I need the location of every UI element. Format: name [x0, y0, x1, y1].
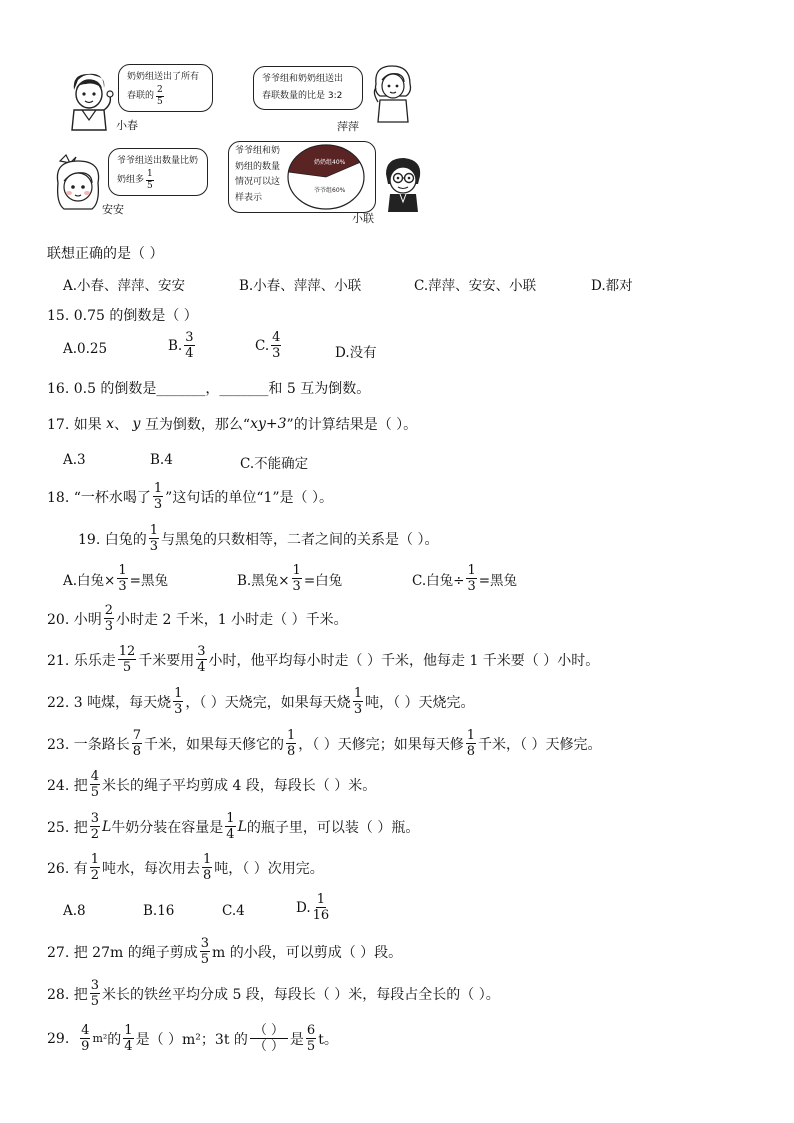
q28-stem: 28. 把 $\frac{3}{5}$ 米长的铁丝平均分成 5 段，每段长（ ）米，每段占全长的（ ）。 — [47, 978, 500, 1009]
xiaolian-text-line1: 爷爷组和奶 — [235, 146, 281, 156]
girl-pingping-illustration — [368, 62, 418, 124]
q17-stem: 17. 如果 x 、 y 互为倒数，那么“ xy+3 ”的计算结果是（ ）。 — [47, 416, 418, 433]
xiaolian-text-line4: 样表示 — [235, 192, 263, 203]
q23-stem: 23. 一条路长 $\frac{7}{8}$ 千米，如果每天修它的 $\frac{1}{8}$ ，（ ）天修完；如果每天修 $\frac{1}{8}$ 千米，（ ）天修完。 — [47, 728, 602, 759]
xiaochun-text-line1: 奶奶组送出了所有 — [127, 72, 200, 82]
q14-option-a: A.小春、萍萍、安安 — [63, 278, 186, 294]
q25-stem: 25. 把 $\frac{3}{2}$ L 牛奶分装在容量是 $\frac{1}{4}$ L 的瓶子里，可以装（ ）瓶。 — [47, 811, 420, 842]
q14-option-c: C.萍萍、安安、小联 — [414, 278, 537, 294]
xiaochun-text-line2: 春联的 — [127, 91, 155, 101]
q15-option-d: D.没有 — [335, 345, 377, 361]
anan-speech-bubble — [108, 148, 208, 196]
xiaolian-name: 小联 — [352, 212, 374, 225]
pie-label-grandma: 奶奶组40% — [314, 159, 346, 166]
girl-anan-illustration — [50, 153, 106, 215]
q26-option-d: D. $\frac{1}{16}$ — [296, 892, 330, 923]
q15-option-a: A.0.25 — [63, 341, 108, 357]
q17-option-a: A.3 — [63, 452, 86, 468]
xiaolian-text-line3: 情况可以这 — [235, 177, 281, 187]
boy-xiaolian-illustration — [376, 154, 428, 216]
q19-option-c: C.白兔÷ $\frac{1}{3}$ =黑兔 — [412, 563, 518, 594]
xiaochun-name: 小春 — [116, 119, 138, 132]
q14-stem: 联想正确的是（ ） — [47, 246, 164, 262]
q24-stem: 24. 把 $\frac{4}{5}$ 米长的绳子平均剪成 4 段，每段长（ ）米。 — [47, 769, 377, 800]
pingping-text-line2: 春联数量的比是 3:2 — [262, 91, 343, 101]
q29-stem: 29. $\frac{4}{9}$ m² 的 $\frac{1}{4}$ 是（ ）m²；3t 的 $\frac{( )}{( )}$ 是 $\frac{6}{5}$ t。 — [47, 1023, 338, 1054]
q26-option-b: B.16 — [143, 903, 175, 919]
q19-stem: 19. 白兔的 $\frac{1}{3}$ 与黑兔的只数相等，二者之间的关系是（ ）。 — [78, 523, 439, 554]
q21-stem: 21. 乐乐走 $\frac{12}{5}$ 千米要用 $\frac{3}{4}$ 小时，他平均每小时走（ ）千米，他每走 1 千米要（ ）小时。 — [47, 644, 600, 675]
pie-label-grandpa: 爷爷组60% — [314, 187, 346, 194]
q17-option-b: B.4 — [150, 452, 173, 468]
q19-option-b: B.黑兔× $\frac{1}{3}$ =白兔 — [237, 563, 343, 594]
q27-stem: 27. 把 27m 的绳子剪成 $\frac{3}{5}$ m 的小段，可以剪成（ ）段。 — [47, 936, 403, 967]
pingping-speech-bubble — [253, 66, 363, 110]
q19-option-a: A.白兔× $\frac{1}{3}$ =黑兔 — [63, 563, 168, 594]
anan-name: 安安 — [102, 203, 124, 216]
anan-fraction: $\frac{1}{5}$ — [147, 169, 153, 191]
q26-option-a: A.8 — [63, 903, 86, 919]
xiaochun-speech-bubble — [118, 64, 213, 112]
q17-option-c: C.不能确定 — [240, 456, 309, 472]
q26-stem: 26. 有 $\frac{1}{2}$ 吨水，每次用去 $\frac{1}{8}$ 吨，（ ）次用完。 — [47, 852, 324, 883]
xiaochun-fraction: $\frac{2}{5}$ — [157, 85, 163, 107]
q22-stem: 22. 3 吨煤，每天烧 $\frac{1}{3}$ ，（ ）天烧完，如果每天烧 $\frac{1}{3}$ 吨，（ ）天烧完。 — [47, 686, 475, 717]
pingping-name: 萍萍 — [337, 120, 359, 133]
pie-chart — [284, 142, 368, 212]
q18-stem: 18. “一杯水喝了 $\frac{1}{3}$ ”这句话的单位“1”是（ ）。 — [47, 481, 333, 512]
q14-option-b: B.小春、萍萍、小联 — [239, 278, 362, 294]
q20-stem: 20. 小明 $\frac{2}{3}$ 小时走 2 千米，1 小时走（ ）千米。 — [47, 603, 348, 634]
boy-xiaochun-illustration — [60, 70, 118, 132]
anan-text-line1: 爷爷组送出数量比奶 — [117, 156, 199, 166]
q16-stem: 16. 0.5 的倒数是_______，_______和 5 互为倒数。 — [47, 381, 371, 397]
xiaolian-text-line2: 奶组的数量 — [235, 161, 281, 172]
anan-text-line2: 奶组多 — [117, 175, 145, 185]
q14-option-d: D.都对 — [591, 278, 633, 294]
q26-option-c: C.4 — [222, 903, 245, 919]
q29-blank-fraction[interactable]: $\frac{( )}{( )}$ — [250, 1024, 288, 1053]
pingping-text-line1: 爷爷组和奶奶组送出 — [262, 74, 344, 84]
q15-stem: 15. 0.75 的倒数是（ ） — [47, 308, 198, 324]
q15-option-c: C. $\frac{4}{3}$ — [255, 330, 281, 361]
q15-option-b: B. $\frac{3}{4}$ — [168, 330, 194, 361]
